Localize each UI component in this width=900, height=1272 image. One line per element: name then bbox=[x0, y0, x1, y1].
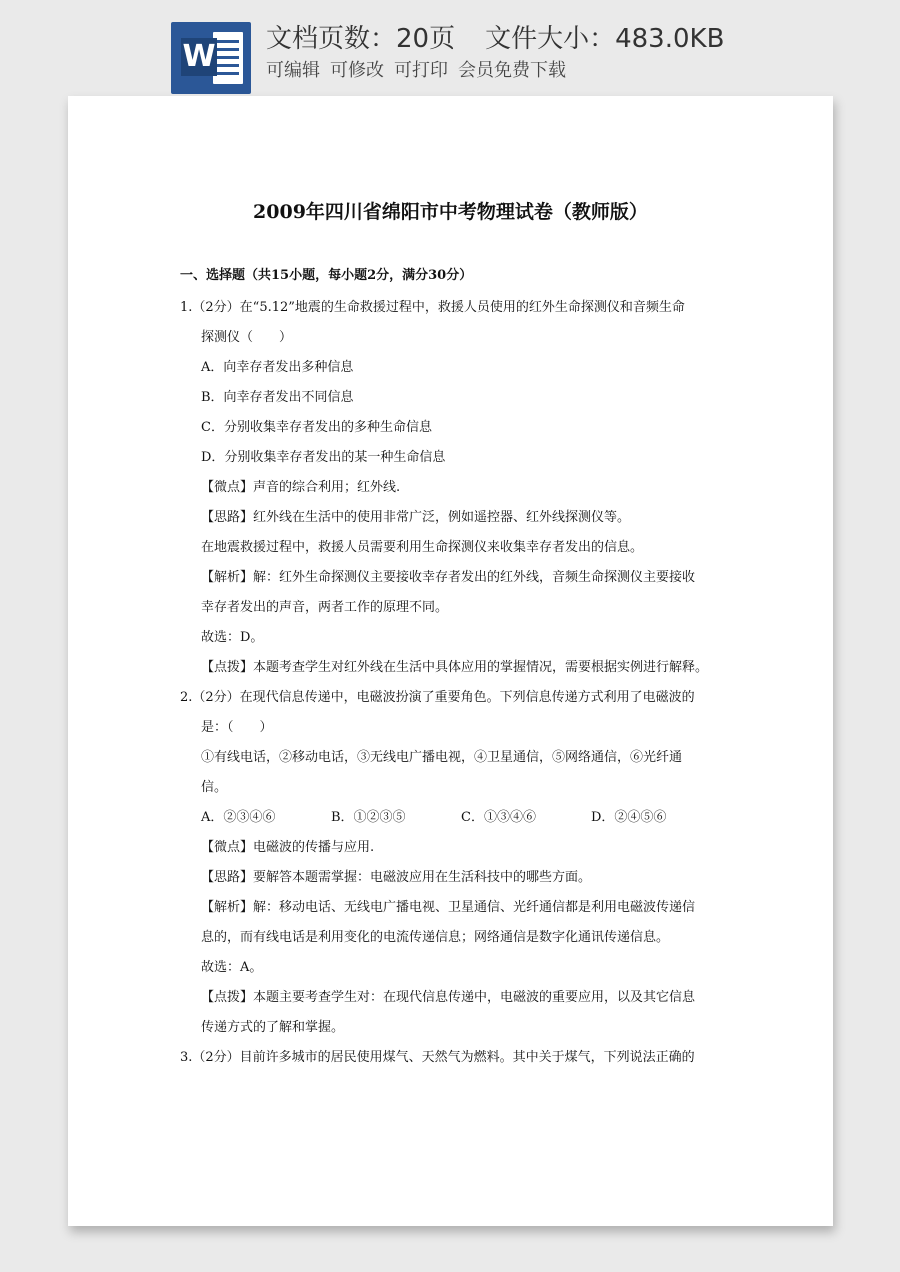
solution-idea: 【思路】要解答本题需掌握：电磁波应用在生活科技中的哪些方面。 bbox=[201, 870, 592, 885]
comment: 【点拨】本题考查学生对红外线在生活中具体应用的掌握情况，需要根据实例进行解释。 bbox=[201, 660, 709, 675]
feature-modifiable: 可修改 bbox=[330, 60, 384, 81]
page-count: 文档页数：20页 bbox=[266, 24, 456, 54]
question-1-stem: 1.（2分）在“5.12”地震的生命救援过程中，救援人员使用的红外生命探测仪和音频生命 bbox=[180, 300, 685, 315]
analysis-cont: 幸存者发出的声音，两者工作的原理不同。 bbox=[201, 600, 449, 615]
analysis: 【解析】解：移动电话、无线电广播电视、卫星通信、光纤通信都是利用电磁波传递信 bbox=[201, 900, 696, 915]
feature-printable: 可打印 bbox=[394, 60, 448, 81]
option-d: D．分别收集幸存者发出的某一种生命信息 bbox=[201, 450, 446, 465]
option-a: A．②③④⑥ bbox=[201, 810, 276, 825]
question-3-stem: 3.（2分）目前许多城市的居民使用煤气、天然气为燃料。其中关于煤气，下列说法正确的 bbox=[180, 1050, 695, 1065]
question-2-items-cont: 信。 bbox=[201, 780, 228, 795]
feature-free-download: 会员免费下载 bbox=[458, 60, 566, 81]
solution-idea: 【思路】红外线在生活中的使用非常广泛，例如遥控器、红外线探测仪等。 bbox=[201, 510, 631, 525]
option-b: B．向幸存者发出不同信息 bbox=[201, 390, 354, 405]
word-document-icon bbox=[171, 22, 251, 94]
section-heading: 一、选择题（共15小题，每小题2分，满分30分） bbox=[180, 268, 473, 283]
file-info bbox=[266, 18, 724, 55]
analysis: 【解析】解：红外生命探测仪主要接收幸存者发出的红外线，音频生命探测仪主要接收 bbox=[201, 570, 696, 585]
option-b: B．①②③⑤ bbox=[331, 810, 406, 825]
answer: 故选：A。 bbox=[201, 960, 263, 975]
solution-idea-cont: 在地震救援过程中，救援人员需要利用生命探测仪来收集幸存者发出的信息。 bbox=[201, 540, 644, 555]
document-body bbox=[180, 261, 720, 1073]
question-2-stem-cont: 是：（ ） bbox=[201, 720, 273, 735]
answer: 故选：D。 bbox=[201, 630, 264, 645]
question-2-stem: 2.（2分）在现代信息传递中，电磁波扮演了重要角色。下列信息传递方式利用了电磁波的 bbox=[180, 690, 695, 705]
question-2-items: ①有线电话，②移动电话，③无线电广播电视，④卫星通信，⑤网络通信，⑥光纤通 bbox=[201, 750, 683, 765]
file-size: 文件大小：483.0KB bbox=[485, 24, 725, 54]
knowledge-point: 【微点】声音的综合利用；红外线. bbox=[201, 480, 401, 495]
analysis-cont: 息的，而有线电话是利用变化的电流传递信息；网络通信是数字化通讯传递信息。 bbox=[201, 930, 670, 945]
option-c: C．分别收集幸存者发出的多种生命信息 bbox=[201, 420, 432, 435]
comment-cont: 传递方式的了解和掌握。 bbox=[201, 1020, 345, 1035]
feature-list bbox=[266, 56, 576, 82]
document-page bbox=[68, 96, 833, 1226]
option-d: D．②④⑤⑥ bbox=[591, 810, 667, 825]
option-a: A．向幸存者发出多种信息 bbox=[201, 360, 354, 375]
option-c: C．①③④⑥ bbox=[461, 810, 536, 825]
word-letter: W bbox=[182, 39, 216, 74]
comment: 【点拨】本题主要考查学生对：在现代信息传递中，电磁波的重要应用，以及其它信息 bbox=[201, 990, 696, 1005]
feature-editable: 可编辑 bbox=[266, 60, 320, 81]
question-2-options bbox=[180, 803, 720, 833]
download-banner bbox=[0, 0, 900, 96]
document-title: 2009年四川省绵阳市中考物理试卷（教师版） bbox=[253, 201, 648, 223]
question-1-stem-cont: 探测仪（ ） bbox=[201, 330, 293, 345]
knowledge-point: 【微点】电磁波的传播与应用. bbox=[201, 840, 375, 855]
